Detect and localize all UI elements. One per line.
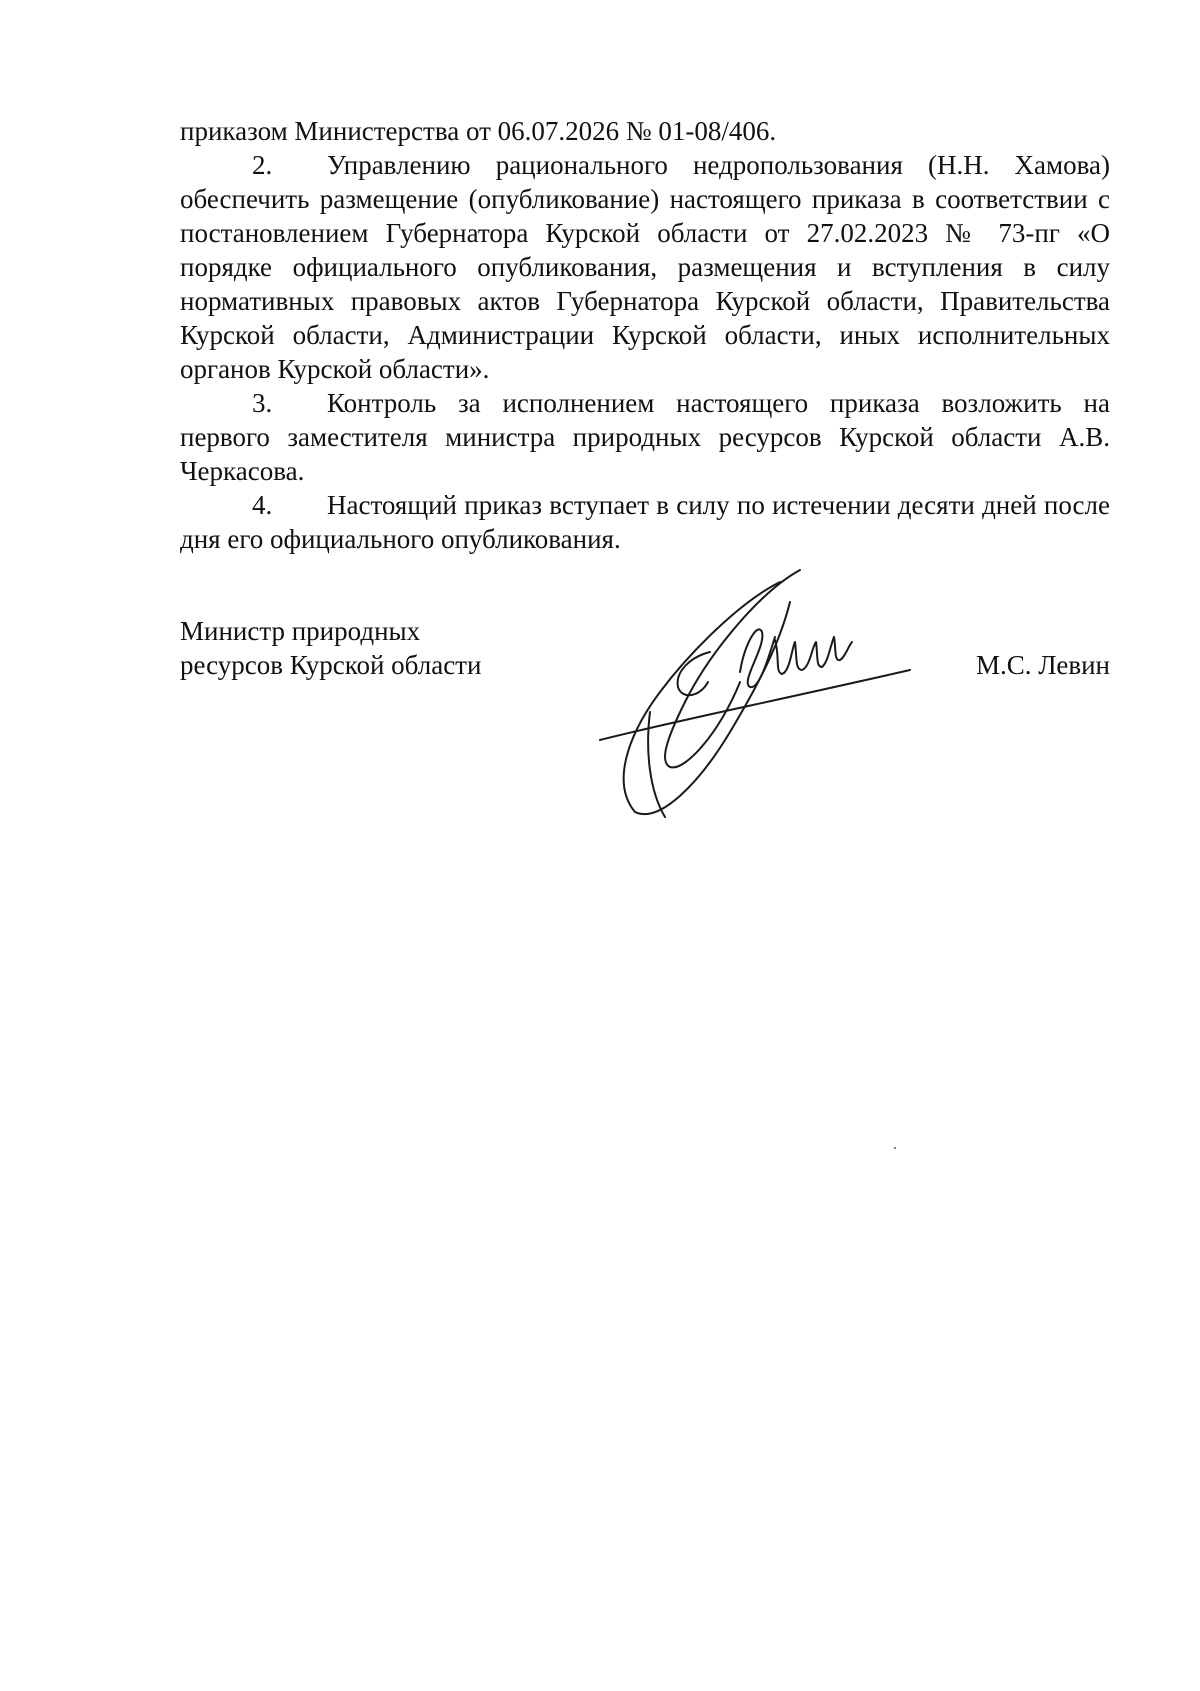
paragraph-text: Контроль за исполнением настоящего приказа возложить на первого заместителя министра природных ресурсов Курской области А.В. Черкасова.	[180, 388, 1110, 486]
paragraph-3	[180, 386, 1110, 488]
paragraph-text: Настоящий приказ вступает в силу по истечении десяти дней после дня его официального опубликования.	[180, 490, 1110, 554]
paragraph-number: 3.	[252, 388, 273, 418]
signatory-title-line1: Министр природных	[180, 616, 421, 646]
paragraph-4	[180, 488, 1110, 556]
handwritten-signature	[590, 562, 930, 822]
signatory-title-line2: ресурсов Курской области	[180, 650, 482, 680]
paragraph-2	[180, 148, 1110, 386]
signatory-name: М.С. Левин	[975, 650, 1110, 680]
scan-speck	[894, 1147, 896, 1149]
paragraph-text: приказом Министерства от 06.07.2026 № 01-08/406.	[180, 116, 777, 146]
paragraph-1-continuation	[180, 114, 1110, 148]
paragraph-number: 2.	[252, 150, 273, 180]
paragraph-text: Управлению рационального недропользования (Н.Н. Хамова) обеспечить размещение (опубликование) настоящего приказа в соответствии с постановлением Губернатора Курской области от 27.02.2023 № 73-пг «О порядке официального опубликования, размещения и вступления в силу нормативных правовых актов Губернатора Курской области, Правительства Курской области, Администрации Курской области, иных исполнительных органов Курской области».	[180, 150, 1110, 384]
document-body	[180, 114, 1110, 556]
paragraph-number: 4.	[252, 490, 273, 520]
signatory-title	[180, 614, 481, 682]
